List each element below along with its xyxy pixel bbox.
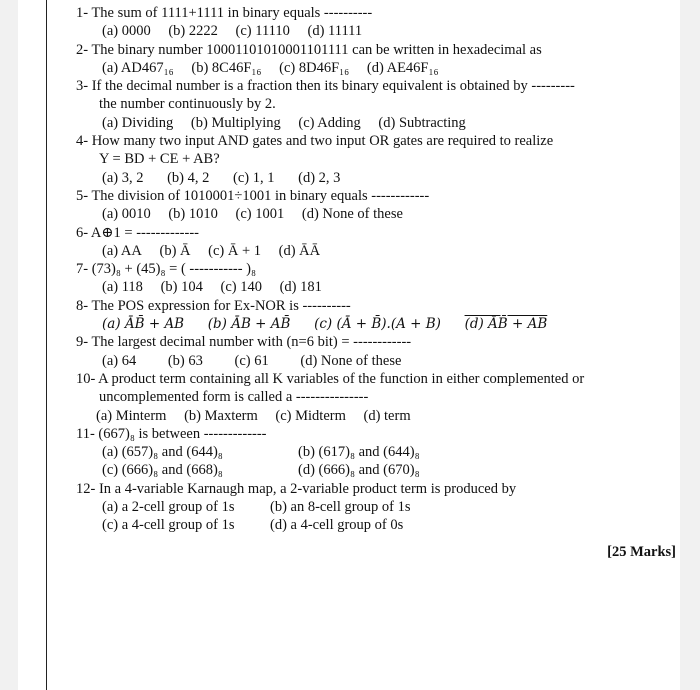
option-d: (d) None of these — [300, 352, 402, 369]
question-text: 1- The sum of 1111+1111 in binary equals ---------- — [76, 5, 373, 21]
options — [76, 315, 676, 333]
option-b: (b) 4, 2 — [167, 169, 210, 186]
options — [76, 352, 676, 370]
question-4 — [76, 132, 676, 187]
option-b: (b) an 8-cell group of 1s — [270, 499, 411, 516]
option-c: (c) 11110 — [235, 23, 290, 40]
question-6 — [76, 224, 676, 261]
option-d: (d) a 4-cell group of 0s — [270, 517, 404, 534]
options — [76, 443, 676, 480]
question-text: 5- The division of 1010001÷1001 in binary equals ------------ — [76, 187, 430, 204]
option-c: (c) Ā + 1 — [208, 242, 262, 259]
option-a: (a) 3, 2 — [102, 169, 144, 186]
option-d: (d) 2, 3 — [298, 169, 341, 186]
question-7 — [76, 260, 676, 297]
options — [76, 205, 676, 223]
option-d: (d) Subtracting — [378, 114, 466, 131]
option-b: (b) 63 — [167, 352, 203, 369]
option-b: (b) 1010 — [168, 206, 218, 223]
option-d: (d) (666)₈ and (670)₈ — [298, 462, 420, 479]
margin-rule — [46, 0, 47, 690]
option-d: (d) term — [363, 407, 411, 424]
option-c: (c) (666)₈ and (668)₈ — [102, 462, 223, 479]
options — [76, 498, 676, 535]
question-text: 4- How many two input AND gates and two input OR gates are required to realize — [76, 133, 554, 150]
options — [76, 169, 676, 187]
option-c: (c) 1, 1 — [233, 169, 275, 186]
options — [76, 278, 676, 296]
option-b: (b) Maxterm — [184, 407, 258, 424]
option-c: (c) a 4-cell group of 1s — [102, 517, 235, 534]
option-c: (c) (Ā + B̄).(A + B) — [314, 316, 441, 333]
option-a: (a) 118 — [102, 279, 143, 296]
option-c: (c) 8D46F₁₆ — [279, 59, 350, 76]
option-d: (d) AE46F₁₆ — [366, 59, 439, 76]
option-a: (a) 0000 — [102, 23, 151, 40]
option-d: (d) 11111 — [307, 23, 363, 40]
question-3 — [76, 77, 676, 132]
question-9 — [76, 333, 676, 370]
question-10 — [76, 370, 676, 425]
question-text: 2- The binary number 1000110101000110111​1 can be written in hexadecimal as — [76, 41, 542, 58]
total-marks: [25 Marks] — [607, 543, 676, 560]
option-d: (d) 181 — [279, 279, 322, 296]
option-a: (a) a 2-cell group of 1s — [102, 499, 235, 516]
question-text: 8- The POS expression for Ex-NOR is ---------- — [76, 297, 351, 314]
question-11 — [76, 425, 676, 480]
question-text: 11- (667)₈ is between ------------- — [76, 425, 267, 442]
option-a: (a) 64 — [102, 352, 137, 369]
option-c: (c) 1001 — [235, 206, 285, 223]
options — [76, 407, 676, 425]
options — [76, 22, 676, 40]
option-a: (a) 0010 — [102, 206, 151, 223]
option-c: (c) Midterm — [275, 407, 346, 424]
question-12 — [76, 480, 676, 535]
option-b: (b) Multiplying — [190, 114, 281, 131]
option-b: (b) (617)₈ and (644)₈ — [298, 444, 420, 461]
options — [76, 114, 676, 132]
option-a: (a) AA — [102, 242, 142, 259]
option-b: (b) 8C46F₁₆ — [191, 59, 262, 76]
question-continuation: Y = BD + CE + AB? — [99, 151, 220, 168]
option-d: (d) ĀB̄ + AB — [464, 316, 548, 333]
question-text: 12- In a 4-variable Karnaugh map, a 2-variable product term is produced by — [76, 480, 517, 497]
option-c: (c) 61 — [234, 352, 269, 369]
question-list — [76, 4, 676, 561]
question-text: 10- A product term containing all K variables of the function in either complemented or — [76, 370, 585, 387]
option-b: (b) 104 — [160, 279, 203, 296]
option-a: (a) ĀB̄ + AB — [102, 316, 185, 333]
question-1 — [76, 4, 676, 41]
option-c: (c) 140 — [220, 279, 262, 296]
option-a: (a) Dividing — [102, 114, 174, 131]
question-text: 7- (73)₈ + (45)₈ = ( ----------- )₈ — [76, 261, 257, 278]
question-8 — [76, 297, 676, 334]
option-b: (b) 2222 — [168, 23, 218, 40]
option-d: (d) None of these — [301, 206, 403, 223]
option-d: (d) ĀĀ — [278, 242, 321, 259]
question-text: 3- If the decimal number is a fraction then its binary equivalent is obtained by --------- — [76, 78, 575, 95]
options — [76, 242, 676, 260]
option-b: (b) ĀB + AB̄ — [207, 316, 291, 333]
option-a: (a) (657)₈ and (644)₈ — [102, 444, 223, 461]
question-text: 6- A⊕1 = ------------- — [76, 224, 199, 241]
option-a: (a) Minterm — [96, 407, 167, 424]
question-5 — [76, 187, 676, 224]
question-text: 9- The largest decimal number with (n=6 bit) = ------------ — [76, 334, 412, 351]
option-a: (a) AD467₁₆ — [102, 59, 174, 76]
option-b: (b) Ā — [159, 242, 191, 259]
question-2 — [76, 41, 676, 78]
question-continuation: the number continuously by 2. — [99, 96, 276, 113]
option-c: (c) Adding — [298, 114, 361, 131]
question-continuation: uncomplemented form is called a --------------- — [99, 389, 369, 406]
options — [76, 59, 676, 77]
